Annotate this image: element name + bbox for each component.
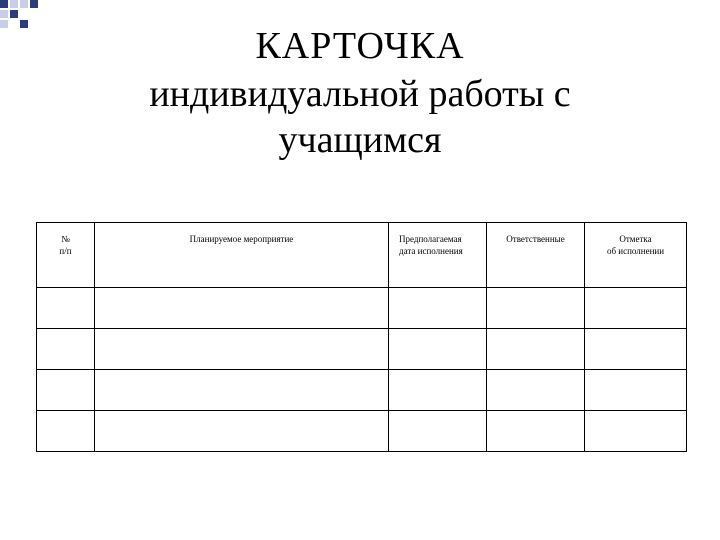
table-cell[interactable]	[487, 370, 585, 411]
table-row	[37, 329, 687, 370]
table-cell[interactable]	[585, 288, 687, 329]
table-cell[interactable]	[585, 411, 687, 452]
table-cell[interactable]	[95, 411, 389, 452]
table-cell[interactable]	[585, 329, 687, 370]
table-cell[interactable]	[37, 370, 95, 411]
header-completion-mark-line2: об исполнении	[606, 246, 665, 256]
table-header-row	[37, 223, 687, 288]
header-expected-date-line1: Предполагаемая	[399, 234, 462, 244]
header-planned-event	[95, 223, 389, 288]
table-cell[interactable]	[389, 329, 487, 370]
table-cell[interactable]	[487, 288, 585, 329]
header-planned-event-label: Планируемое мероприятие	[189, 234, 294, 244]
header-responsible	[487, 223, 585, 288]
header-number-symbol: №	[61, 234, 70, 244]
table-cell[interactable]	[389, 288, 487, 329]
table-cell[interactable]	[95, 288, 389, 329]
card-title: КАРТОЧКА	[255, 25, 465, 67]
header-number-abbr: п/п	[59, 246, 72, 256]
table-cell[interactable]	[37, 329, 95, 370]
table-cell[interactable]	[95, 370, 389, 411]
header-number	[37, 223, 95, 288]
table-cell[interactable]	[37, 288, 95, 329]
table-row	[37, 370, 687, 411]
table-cell[interactable]	[95, 329, 389, 370]
work-plan-table	[36, 222, 687, 452]
card-subtitle-line2: учащимся	[278, 119, 442, 161]
table-cell[interactable]	[487, 329, 585, 370]
table-row	[37, 288, 687, 329]
table-cell[interactable]	[389, 370, 487, 411]
table-cell[interactable]	[585, 370, 687, 411]
header-responsible-label: Ответственные	[506, 234, 565, 244]
table-cell[interactable]	[389, 411, 487, 452]
table-row	[37, 411, 687, 452]
header-expected-date	[389, 223, 487, 288]
table-cell[interactable]	[37, 411, 95, 452]
header-expected-date-line2: дата исполнения	[399, 246, 463, 256]
header-completion-mark-line1: Отметка	[619, 234, 652, 244]
card-subtitle-line1: индивидуальной работы с	[149, 73, 571, 115]
header-completion-mark	[585, 223, 687, 288]
table-cell[interactable]	[487, 411, 585, 452]
